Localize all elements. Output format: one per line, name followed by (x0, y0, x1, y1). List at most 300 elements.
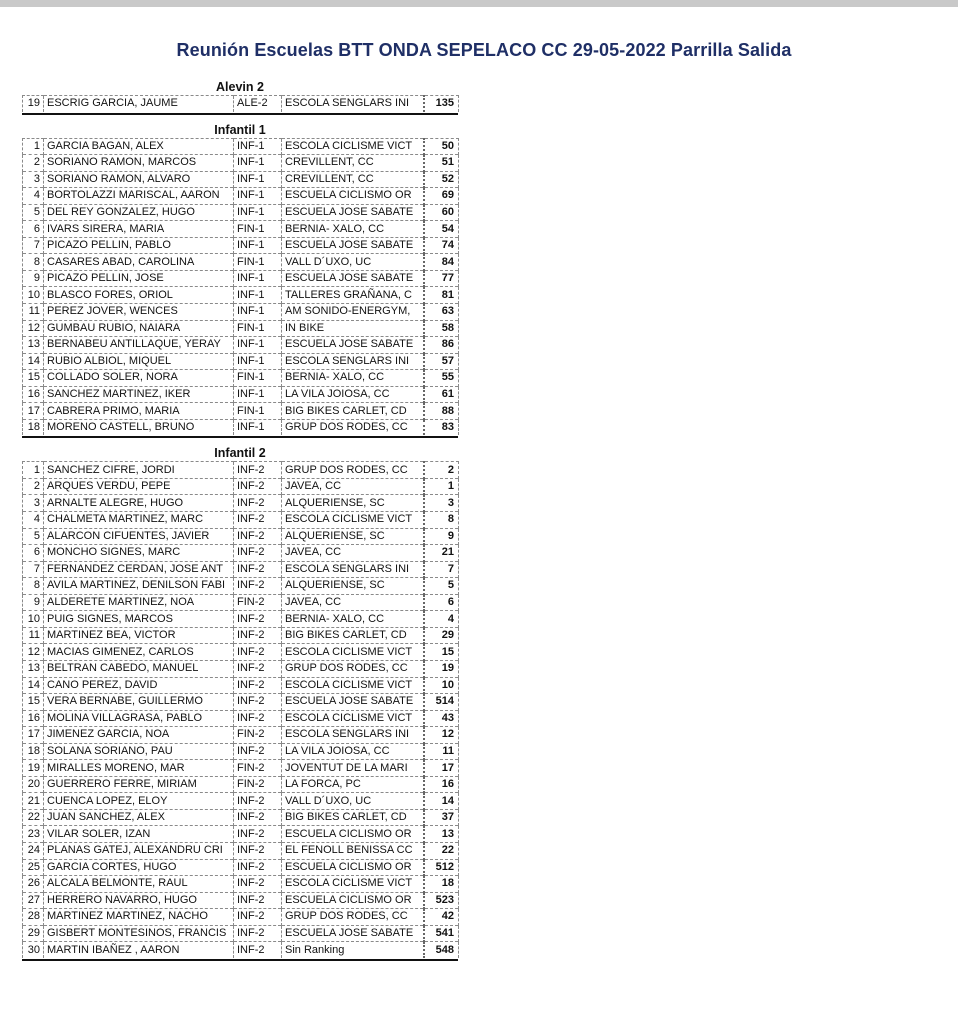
rider-name: CABRERA PRIMO, MARIA (44, 403, 234, 420)
rider-category: INF-1 (234, 188, 282, 205)
rider-category: FIN-2 (234, 776, 282, 793)
grid-position: 14 (23, 677, 44, 694)
rider-club: CREVILLENT, CC (282, 171, 424, 188)
table-row (23, 627, 459, 644)
rider-name: CUENCA LOPEZ, ELOY (44, 793, 234, 810)
grid-position: 20 (23, 776, 44, 793)
grid-position: 16 (23, 386, 44, 403)
rider-name: ARQUES VERDU, PEPE (44, 478, 234, 495)
table-row (23, 304, 459, 321)
ranking-points: 13 (424, 826, 459, 843)
rider-name: RUBIO ALBIOL, MIQUEL (44, 353, 234, 370)
rider-name: CANO PEREZ, DAVID (44, 677, 234, 694)
rider-club: ESCOLA CICLISME VICT (282, 138, 424, 155)
ranking-points: 54 (424, 221, 459, 238)
rider-club: ESCUELA JOSE SABATE (282, 204, 424, 221)
rider-category: INF-2 (234, 627, 282, 644)
rider-name: SORIANO RAMON, ALVARO (44, 171, 234, 188)
ranking-points: 2 (424, 462, 459, 479)
grid-position: 19 (23, 760, 44, 777)
table-row (23, 694, 459, 711)
grid-position: 9 (23, 270, 44, 287)
section-divider (22, 959, 458, 961)
rider-name: FERNANDEZ CERDAN, JOSE ANT (44, 561, 234, 578)
ranking-points: 63 (424, 304, 459, 321)
rider-category: INF-2 (234, 876, 282, 893)
riders-table (22, 461, 459, 957)
rider-category: ALE-2 (234, 96, 282, 112)
ranking-points: 3 (424, 495, 459, 512)
table-row (23, 528, 459, 545)
rider-name: COLLADO SOLER, NORA (44, 370, 234, 387)
rider-name: SOLANA SORIANO, PAU (44, 743, 234, 760)
grid-position: 8 (23, 254, 44, 271)
grid-position: 21 (23, 793, 44, 810)
table-row (23, 925, 459, 942)
grid-position: 15 (23, 694, 44, 711)
grid-position: 5 (23, 528, 44, 545)
rider-name: CASARES ABAD, CAROLINA (44, 254, 234, 271)
grid-position: 2 (23, 155, 44, 172)
grid-position: 13 (23, 660, 44, 677)
rider-club: ESCOLA SENGLARS INI (282, 353, 424, 370)
grid-position: 12 (23, 320, 44, 337)
table-row (23, 96, 459, 112)
table-row (23, 495, 459, 512)
table-row (23, 809, 459, 826)
rider-club: BIG BIKES CARLET, CD (282, 403, 424, 420)
rider-club: GRUP DOS RODES, CC (282, 909, 424, 926)
rider-name: PICAZO PELLIN, PABLO (44, 237, 234, 254)
grid-position: 25 (23, 859, 44, 876)
grid-position: 26 (23, 876, 44, 893)
grid-position: 11 (23, 304, 44, 321)
page-title: Reunión Escuelas BTT ONDA SEPELACO CC 29-05-2022 Parrilla Salida (176, 40, 792, 60)
rider-category: FIN-1 (234, 320, 282, 337)
grid-position: 29 (23, 925, 44, 942)
rider-name: BELTRAN CABEDO, MANUEL (44, 660, 234, 677)
rider-category: INF-2 (234, 793, 282, 810)
rider-name: BLASCO FORES, ORIOL (44, 287, 234, 304)
table-row (23, 743, 459, 760)
rider-category: INF-2 (234, 561, 282, 578)
ranking-points: 74 (424, 237, 459, 254)
grid-position: 16 (23, 710, 44, 727)
rider-name: ALARCON CIFUENTES, JAVIER (44, 528, 234, 545)
rider-category: INF-1 (234, 204, 282, 221)
rider-club: ESCOLA CICLISME VICT (282, 876, 424, 893)
grid-position: 22 (23, 809, 44, 826)
ranking-points: 15 (424, 644, 459, 661)
rider-name: AVILA MARTINEZ, DENILSON FABI (44, 578, 234, 595)
grid-position: 4 (23, 188, 44, 205)
ranking-points: 88 (424, 403, 459, 420)
grid-position: 13 (23, 337, 44, 354)
rider-club: GRUP DOS RODES, CC (282, 419, 424, 435)
ranking-points: 10 (424, 677, 459, 694)
ranking-points: 19 (424, 660, 459, 677)
table-row (23, 826, 459, 843)
rider-category: FIN-2 (234, 727, 282, 744)
rider-name: JIMENEZ GARCIA, NOA (44, 727, 234, 744)
rider-name: CHALMETA MARTINEZ, MARC (44, 512, 234, 529)
rider-club: GRUP DOS RODES, CC (282, 462, 424, 479)
rider-category: INF-2 (234, 694, 282, 711)
table-row (23, 892, 459, 909)
table-row (23, 677, 459, 694)
rider-club: ESCUELA CICLISMO OR (282, 892, 424, 909)
grid-position: 11 (23, 627, 44, 644)
rider-name: MOLINA VILLAGRASA, PABLO (44, 710, 234, 727)
grid-position: 9 (23, 594, 44, 611)
rider-category: INF-2 (234, 578, 282, 595)
rider-club: ESCOLA SENGLARS INI (282, 561, 424, 578)
ranking-points: 43 (424, 710, 459, 727)
ranking-points: 523 (424, 892, 459, 909)
rider-club: ALQUERIENSE, SC (282, 495, 424, 512)
rider-category: INF-2 (234, 826, 282, 843)
rider-category: FIN-1 (234, 370, 282, 387)
ranking-points: 42 (424, 909, 459, 926)
ranking-points: 51 (424, 155, 459, 172)
riders-table (22, 95, 459, 112)
table-row (23, 710, 459, 727)
ranking-points: 541 (424, 925, 459, 942)
ranking-points: 57 (424, 353, 459, 370)
grid-position: 14 (23, 353, 44, 370)
rider-club: ESCUELA CICLISMO OR (282, 188, 424, 205)
ranking-points: 8 (424, 512, 459, 529)
rider-category: INF-2 (234, 942, 282, 958)
rider-club: JOVENTUT DE LA MARI (282, 760, 424, 777)
grid-position: 5 (23, 204, 44, 221)
table-row (23, 859, 459, 876)
ranking-points: 5 (424, 578, 459, 595)
rider-name: MACIAS GIMENEZ, CARLOS (44, 644, 234, 661)
rider-category: INF-2 (234, 545, 282, 562)
rider-name: MARTIN IBAÑEZ , AARON (44, 942, 234, 958)
grid-position: 10 (23, 287, 44, 304)
grid-position: 17 (23, 727, 44, 744)
rider-club: JAVEA, CC (282, 478, 424, 495)
table-row (23, 370, 459, 387)
rider-club: TALLERES GRAÑANA, C (282, 287, 424, 304)
category-title: Alevin 2 (216, 80, 264, 94)
table-row (23, 188, 459, 205)
rider-category: INF-1 (234, 287, 282, 304)
rider-club: GRUP DOS RODES, CC (282, 660, 424, 677)
rider-name: MORENO CASTELL, BRUNO (44, 419, 234, 435)
rider-category: INF-2 (234, 925, 282, 942)
rider-name: MARTINEZ BEA, VICTOR (44, 627, 234, 644)
table-row (23, 561, 459, 578)
grid-position: 8 (23, 578, 44, 595)
rider-club: JAVEA, CC (282, 594, 424, 611)
grid-position: 18 (23, 743, 44, 760)
ranking-points: 86 (424, 337, 459, 354)
rider-club: JAVEA, CC (282, 545, 424, 562)
rider-club: ESCUELA JOSE SABATE (282, 237, 424, 254)
rider-club: LA VILA JOIOSA, CC (282, 743, 424, 760)
rider-category: INF-2 (234, 859, 282, 876)
ranking-points: 9 (424, 528, 459, 545)
rider-category: INF-2 (234, 842, 282, 859)
rider-category: FIN-2 (234, 594, 282, 611)
rider-name: ALDERETE MARTINEZ, NOA (44, 594, 234, 611)
category-section (22, 446, 458, 960)
rider-category: INF-2 (234, 710, 282, 727)
ranking-points: 50 (424, 138, 459, 155)
rider-club: ESCUELA JOSE SABATE (282, 270, 424, 287)
rider-name: IVARS SIRERA, MARIA (44, 221, 234, 238)
category-section (22, 80, 458, 115)
rider-name: PEREZ JOVER, WENCES (44, 304, 234, 321)
ranking-points: 12 (424, 727, 459, 744)
rider-category: INF-2 (234, 892, 282, 909)
ranking-points: 1 (424, 478, 459, 495)
rider-club: ESCUELA CICLISMO OR (282, 859, 424, 876)
table-row (23, 793, 459, 810)
rider-category: INF-2 (234, 512, 282, 529)
rider-name: BERNABEU ANTILLAQUE, YERAY (44, 337, 234, 354)
grid-position: 12 (23, 644, 44, 661)
rider-name: BORTOLAZZI MARISCAL, AARON (44, 188, 234, 205)
ranking-points: 55 (424, 370, 459, 387)
table-row (23, 155, 459, 172)
table-row (23, 270, 459, 287)
table-row (23, 403, 459, 420)
grid-position: 1 (23, 138, 44, 155)
table-row (23, 842, 459, 859)
table-row (23, 204, 459, 221)
ranking-points: 77 (424, 270, 459, 287)
rider-club: ESCUELA JOSE SABATE (282, 337, 424, 354)
grid-position: 1 (23, 462, 44, 479)
table-row (23, 337, 459, 354)
rider-category: INF-1 (234, 337, 282, 354)
rider-category: INF-2 (234, 528, 282, 545)
rider-club: LA FORCA, PC (282, 776, 424, 793)
ranking-points: 58 (424, 320, 459, 337)
rider-name: ARNALTE ALEGRE, HUGO (44, 495, 234, 512)
table-row (23, 594, 459, 611)
table-row (23, 512, 459, 529)
table-row (23, 644, 459, 661)
rider-category: FIN-1 (234, 254, 282, 271)
grid-position: 2 (23, 478, 44, 495)
rider-name: HERRERO NAVARRO, HUGO (44, 892, 234, 909)
grid-position: 4 (23, 512, 44, 529)
table-row (23, 386, 459, 403)
rider-category: INF-2 (234, 611, 282, 628)
category-title: Infantil 2 (214, 446, 266, 461)
rider-category: INF-1 (234, 171, 282, 188)
grid-position: 3 (23, 495, 44, 512)
rider-club: BERNIA- XALO, CC (282, 370, 424, 387)
table-row (23, 353, 459, 370)
rider-name: GUMBAU RUBIO, NAIARA (44, 320, 234, 337)
ranking-points: 18 (424, 876, 459, 893)
rider-category: INF-1 (234, 237, 282, 254)
rider-category: FIN-2 (234, 760, 282, 777)
rider-name: MONCHO SIGNES, MARC (44, 545, 234, 562)
table-row (23, 320, 459, 337)
rider-category: INF-2 (234, 644, 282, 661)
ranking-points: 83 (424, 419, 459, 435)
rider-club: ALQUERIENSE, SC (282, 578, 424, 595)
rider-category: INF-1 (234, 155, 282, 172)
table-row (23, 462, 459, 479)
rider-category: INF-1 (234, 304, 282, 321)
ranking-points: 514 (424, 694, 459, 711)
table-row (23, 660, 459, 677)
rider-name: PICAZO PELLIN, JOSE (44, 270, 234, 287)
rider-club: Sin Ranking (282, 942, 424, 958)
grid-position: 18 (23, 419, 44, 435)
table-row (23, 909, 459, 926)
table-row (23, 942, 459, 958)
ranking-points: 21 (424, 545, 459, 562)
section-divider (22, 436, 458, 438)
ranking-points: 61 (424, 386, 459, 403)
rider-club: ESCOLA CICLISME VICT (282, 710, 424, 727)
rider-category: INF-2 (234, 660, 282, 677)
rider-name: VERA BERNABE, GUILLERMO (44, 694, 234, 711)
grid-position: 17 (23, 403, 44, 420)
table-row (23, 727, 459, 744)
rider-club: ESCOLA SENGLARS INI (282, 96, 424, 112)
grid-position: 28 (23, 909, 44, 926)
rider-name: GISBERT MONTESINOS, FRANCIS (44, 925, 234, 942)
grid-position: 27 (23, 892, 44, 909)
rider-name: SANCHEZ CIFRE, JORDI (44, 462, 234, 479)
ranking-points: 81 (424, 287, 459, 304)
ranking-points: 6 (424, 594, 459, 611)
section-divider (22, 113, 458, 115)
grid-position: 24 (23, 842, 44, 859)
rider-name: GUERRERO FERRE, MIRIAM (44, 776, 234, 793)
table-row (23, 237, 459, 254)
rider-name: MARTINEZ MARTINEZ, NACHO (44, 909, 234, 926)
ranking-points: 17 (424, 760, 459, 777)
table-row (23, 611, 459, 628)
ranking-points: 37 (424, 809, 459, 826)
rider-name: SANCHEZ MARTINEZ, IKER (44, 386, 234, 403)
ranking-points: 14 (424, 793, 459, 810)
rider-club: VALL D´UXO, UC (282, 793, 424, 810)
rider-category: INF-1 (234, 138, 282, 155)
rider-club: ESCOLA CICLISME VICT (282, 512, 424, 529)
ranking-points: 84 (424, 254, 459, 271)
rider-club: EL FENOLL BENISSA CC (282, 842, 424, 859)
rider-name: ALCALA BELMONTE, RAUL (44, 876, 234, 893)
rider-name: GARCIA CORTES, HUGO (44, 859, 234, 876)
table-row (23, 171, 459, 188)
ranking-points: 548 (424, 942, 459, 958)
rider-category: INF-2 (234, 677, 282, 694)
rider-name: MIRALLES MORENO, MAR (44, 760, 234, 777)
rider-club: ALQUERIENSE, SC (282, 528, 424, 545)
rider-club: ESCUELA JOSE SABATE (282, 925, 424, 942)
grid-position: 6 (23, 221, 44, 238)
table-row (23, 419, 459, 435)
rider-name: VILAR SOLER, IZAN (44, 826, 234, 843)
rider-name: SORIANO RAMON, MARCOS (44, 155, 234, 172)
rider-category: INF-2 (234, 495, 282, 512)
rider-club: ESCOLA SENGLARS INI (282, 727, 424, 744)
table-row (23, 776, 459, 793)
rider-category: INF-2 (234, 809, 282, 826)
rider-club: BIG BIKES CARLET, CD (282, 627, 424, 644)
rider-club: CREVILLENT, CC (282, 155, 424, 172)
riders-table (22, 138, 459, 436)
table-row (23, 138, 459, 155)
ranking-points: 22 (424, 842, 459, 859)
ranking-points: 29 (424, 627, 459, 644)
table-row (23, 478, 459, 495)
ranking-points: 60 (424, 204, 459, 221)
rider-name: PUIG SIGNES, MARCOS (44, 611, 234, 628)
rider-club: BIG BIKES CARLET, CD (282, 809, 424, 826)
rider-category: INF-1 (234, 386, 282, 403)
grid-position: 23 (23, 826, 44, 843)
table-row (23, 254, 459, 271)
rider-name: DEL REY GONZALEZ, HUGO (44, 204, 234, 221)
rider-name: PLANAS GATEJ, ALEXANDRU CRI (44, 842, 234, 859)
category-title: Infantil 1 (214, 122, 266, 137)
top-border (0, 0, 958, 7)
ranking-points: 7 (424, 561, 459, 578)
grid-position: 30 (23, 942, 44, 958)
rider-club: AM SONIDO-ENERGYM, (282, 304, 424, 321)
rider-category: INF-2 (234, 478, 282, 495)
table-row (23, 545, 459, 562)
rider-category: INF-1 (234, 353, 282, 370)
rider-club: ESCUELA JOSE SABATE (282, 694, 424, 711)
ranking-points: 16 (424, 776, 459, 793)
rider-club: BERNIA- XALO, CC (282, 221, 424, 238)
table-row (23, 578, 459, 595)
rider-club: LA VILA JOIOSA, CC (282, 386, 424, 403)
ranking-points: 69 (424, 188, 459, 205)
category-section (22, 123, 458, 439)
table-row (23, 221, 459, 238)
grid-position: 19 (23, 96, 44, 112)
grid-position: 6 (23, 545, 44, 562)
table-row (23, 760, 459, 777)
rider-club: BERNIA- XALO, CC (282, 611, 424, 628)
ranking-points: 512 (424, 859, 459, 876)
rider-category: INF-2 (234, 462, 282, 479)
grid-position: 3 (23, 171, 44, 188)
rider-club: VALL D´UXO, UC (282, 254, 424, 271)
ranking-points: 135 (424, 96, 459, 112)
rider-category: FIN-1 (234, 221, 282, 238)
rider-category: INF-2 (234, 909, 282, 926)
ranking-points: 11 (424, 743, 459, 760)
table-row (23, 287, 459, 304)
table-row (23, 876, 459, 893)
ranking-points: 52 (424, 171, 459, 188)
rider-category: FIN-1 (234, 403, 282, 420)
rider-category: INF-2 (234, 743, 282, 760)
rider-name: JUAN SANCHEZ, ALEX (44, 809, 234, 826)
rider-club: ESCUELA CICLISMO OR (282, 826, 424, 843)
rider-category: INF-1 (234, 419, 282, 435)
rider-category: INF-1 (234, 270, 282, 287)
rider-club: IN BIKE (282, 320, 424, 337)
grid-position: 7 (23, 237, 44, 254)
